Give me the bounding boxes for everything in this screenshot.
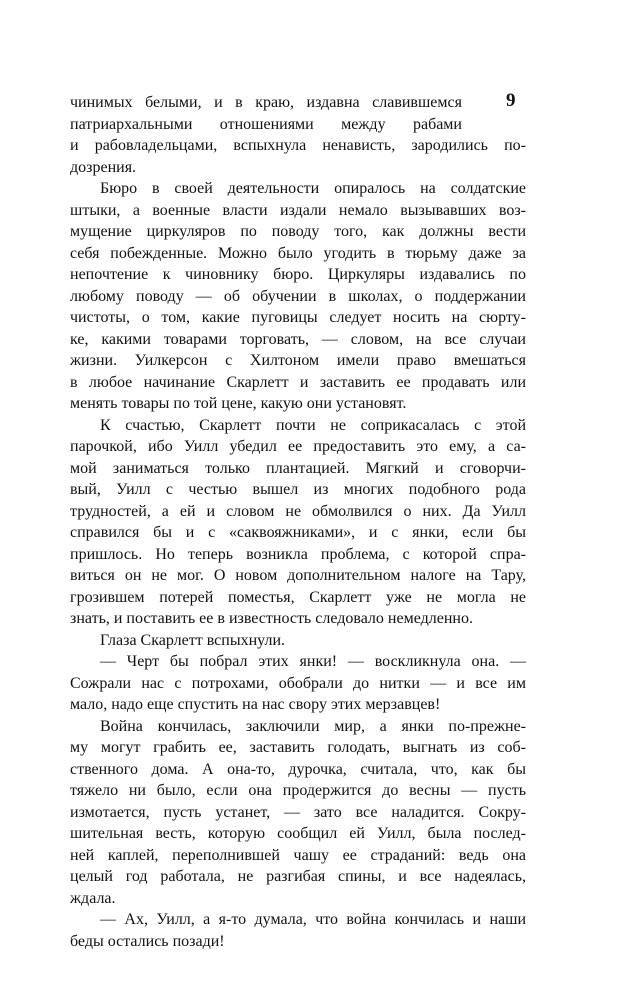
text-line: ждала. (70, 889, 116, 907)
text-line: знать, и поставить ее в известность следовало немедленно. (70, 610, 473, 627)
text-line: грозившем потерей поместья, Скарлетт уже не могла не (70, 588, 526, 606)
text-line: му могут грабить ее, заставить голодать, выгнать из соб- (70, 739, 526, 756)
text-line: — Ах, Уилл, а я-то думала, что война кончилась и наши (100, 911, 526, 928)
text-line: целый год работала, не разгибая спины, и все надеялась, (70, 868, 526, 885)
text-line: беды остались позади! (70, 932, 225, 950)
text-line: себя побежденные. Можно было угодить в тюрьму даже за (70, 244, 526, 262)
page-number: 9 (506, 90, 516, 111)
text-line: — Черт бы побрал этих янки! — воскликнула она. — (100, 653, 526, 670)
paragraph (70, 716, 526, 910)
text-line: Сожрали нас с потрохами, обобрали до нитки — и все им (70, 674, 526, 692)
text-line: жизни. Уилкерсон с Хилтоном имели право вмешаться (70, 352, 526, 369)
text-line: мало, надо еще спустить на нас свору этих мерзавцев! (70, 696, 441, 713)
text-line: мущение циркуляров по поводу того, как должны вести (70, 223, 526, 240)
text-line: ке, какими товарами торговать, — словом, на все случаи (70, 330, 526, 348)
text-line: Война кончилась, заключили мир, а янки по-прежне- (100, 717, 526, 735)
text-line: К счастью, Скарлетт почти не соприкасалась с этой (100, 416, 526, 434)
page-body (70, 92, 526, 952)
text-line: виться он не мог. О новом дополнительном налоге на Тару, (70, 567, 526, 584)
text-line: парочкой, ибо Уилл убедил ее предоставить это ему, а са- (70, 438, 526, 455)
text-line: мой заниматься только плантацией. Мягкий и сговорчи- (70, 459, 526, 477)
paragraph (70, 630, 526, 652)
text-line: Бюро в своей деятельности опиралось на солдатские (100, 180, 526, 197)
text-line: чистоты, о том, какие пуговицы следует носить на сюрту- (70, 309, 526, 326)
text-line: патриархальными отношениями между рабами (70, 115, 462, 133)
text-line: измотается, пусть устанет, — зато все наладится. Сокру- (70, 803, 526, 821)
text-line: в любое начинание Скарлетт и заставить ее продавать или (70, 373, 526, 391)
paragraph (70, 92, 526, 178)
text-line: трудностей, а ей и словом не обмолвился о них. Да Уилл (70, 502, 526, 520)
paragraph (70, 415, 526, 630)
text-line: штыки, а военные власти издали немало вызывавших воз- (70, 201, 526, 219)
paragraph (70, 178, 526, 415)
text-line: вый, Уилл с честью вышел из многих подобного рода (70, 481, 526, 498)
text-line: непочтение к чиновнику бюро. Циркуляры издавались по (70, 266, 526, 283)
text-line: тяжело ни было, если она продержится до весны — пусть (70, 782, 526, 799)
paragraph (70, 909, 526, 952)
text-line: дозрения. (70, 158, 137, 176)
text-line: любому поводу — об обучении в школах, о поддержании (70, 287, 526, 305)
text-line: Глаза Скарлетт вспыхнули. (100, 631, 285, 649)
paragraph (70, 651, 526, 716)
text-line: менять товары по той цене, какую они установят. (70, 395, 407, 412)
text-line: справился бы и с «саквояжниками», и с янки, если бы (70, 524, 526, 541)
text-line: и рабовладельцами, вспыхнула ненависть, зародились по- (70, 137, 526, 154)
text-line: ней каплей, переполнившей чашу ее страданий: ведь она (70, 846, 526, 864)
text-line: ственного дома. А она-то, дурочка, считала, что, как бы (70, 760, 526, 778)
text-line: шительная весть, которую сообщил ей Уилл, была послед- (70, 825, 526, 842)
text-line: чинимых белыми, и в краю, издавна славившемся (70, 94, 462, 111)
text-line: пришлось. Но теперь возникла проблема, с которой спра- (70, 545, 526, 563)
